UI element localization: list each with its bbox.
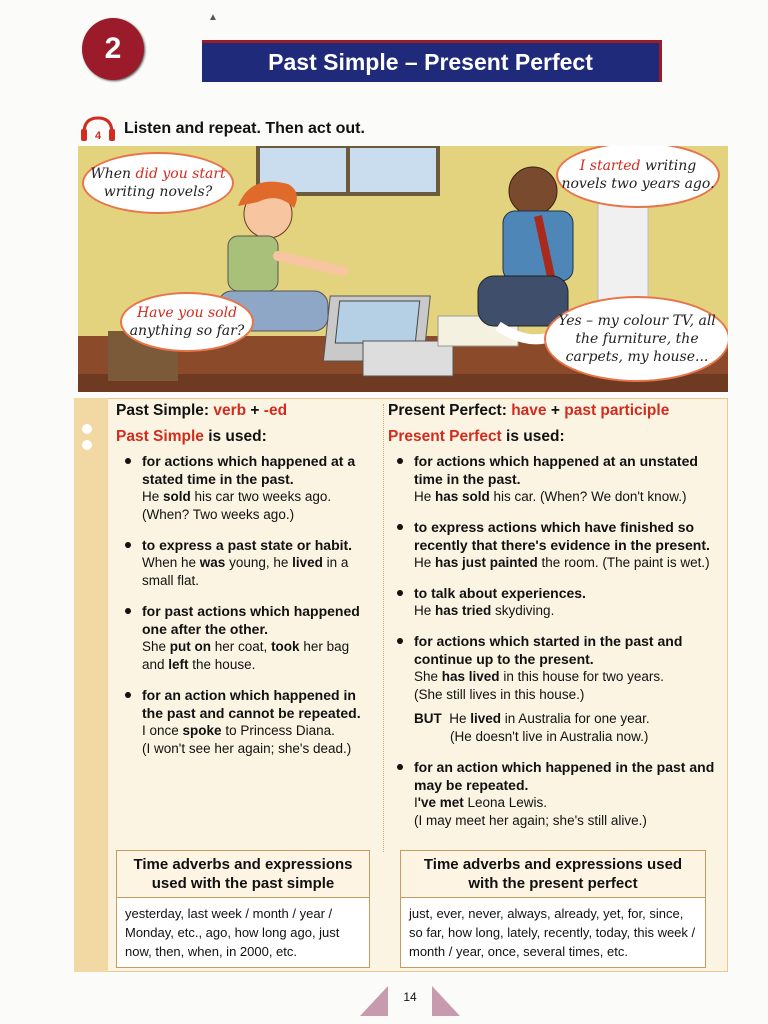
list-item: for actions which happened at a stated time in the past. He sold his car two weeks ago. (When? Two weeks ago.) — [116, 452, 374, 524]
past-simple-adverbs-box — [116, 850, 370, 968]
present-perfect-column — [388, 402, 720, 842]
speech-bubble-4: Yes – my colour TV, all the furniture, the carpets, my house... — [544, 296, 728, 382]
past-simple-used: Past Simple is used: — [116, 428, 267, 445]
present-perfect-heading: Present Perfect: have + past participle — [388, 402, 670, 419]
list-item: to express a past state or habit. When he was young, he lived in a small flat. — [116, 536, 374, 590]
past-simple-column — [116, 402, 374, 770]
decor-dots — [82, 424, 92, 456]
page-number: 14 — [403, 990, 417, 1004]
list-item: to talk about experiences. He has tried skydiving. — [388, 584, 720, 620]
instruction-line — [78, 116, 365, 142]
speech-bubble-1: When did you start writing novels? — [82, 152, 234, 214]
list-item: to express actions which have finished so recently that there's evidence in the present. He has just painted the room. (The paint is wet.) — [388, 518, 720, 572]
list-item: for past actions which happened one after the other. She put on her coat, took her bag and left the house. — [116, 602, 374, 674]
instruction-text: Listen and repeat. Then act out. — [124, 120, 365, 137]
page-number-tab — [360, 986, 460, 1016]
speech-bubble-2: I started writing novels two years ago. — [556, 146, 720, 208]
speech-bubble-3: Have you sold anything so far? — [120, 292, 254, 352]
headphones-icon[interactable] — [78, 115, 118, 143]
past-simple-adverbs-list: yesterday, last week / month / year / Monday, etc., ago, how long ago, just now, then, when, in 2000, etc. — [125, 906, 340, 959]
list-item: for an action which happened in the past and cannot be repeated. I once spoke to Princess Diana. (I won't see her again; she's dead.) — [116, 686, 374, 758]
past-simple-adverbs-title: Time adverbs and expressions used with the past simple — [117, 851, 369, 898]
list-item: for actions which started in the past and continue up to the present. She has lived in this house for two years. (She still lives in this house.) BUT He lived in Australia for one year. (He doesn't live in Australia now.) — [388, 632, 720, 746]
present-perfect-adverbs-list: just, ever, never, always, already, yet, for, since, so far, how long, lately, recently, today, this week / month / year, once, several times, etc. — [409, 906, 696, 959]
dialogue-illustration — [78, 146, 728, 392]
present-perfect-adverbs-box — [400, 850, 706, 968]
box-stripe — [74, 398, 108, 972]
small-mark: ▲ — [208, 12, 218, 23]
column-divider — [383, 404, 385, 852]
unit-badge: 2 — [82, 18, 144, 80]
present-perfect-used: Present Perfect is used: — [388, 428, 565, 445]
page-title: Past Simple – Present Perfect — [202, 40, 662, 82]
list-item: for an action which happened in the past and may be repeated. I've met Leona Lewis. (I may meet her again; she's still alive.) — [388, 758, 720, 830]
past-simple-heading: Past Simple: verb + -ed — [116, 402, 288, 419]
list-item: for actions which happened at an unstated time in the past. He has sold his car. (When? We don't know.) — [388, 452, 720, 506]
present-perfect-adverbs-title: Time adverbs and expressions used with the present perfect — [401, 851, 705, 898]
track-number: 4 — [94, 130, 102, 142]
